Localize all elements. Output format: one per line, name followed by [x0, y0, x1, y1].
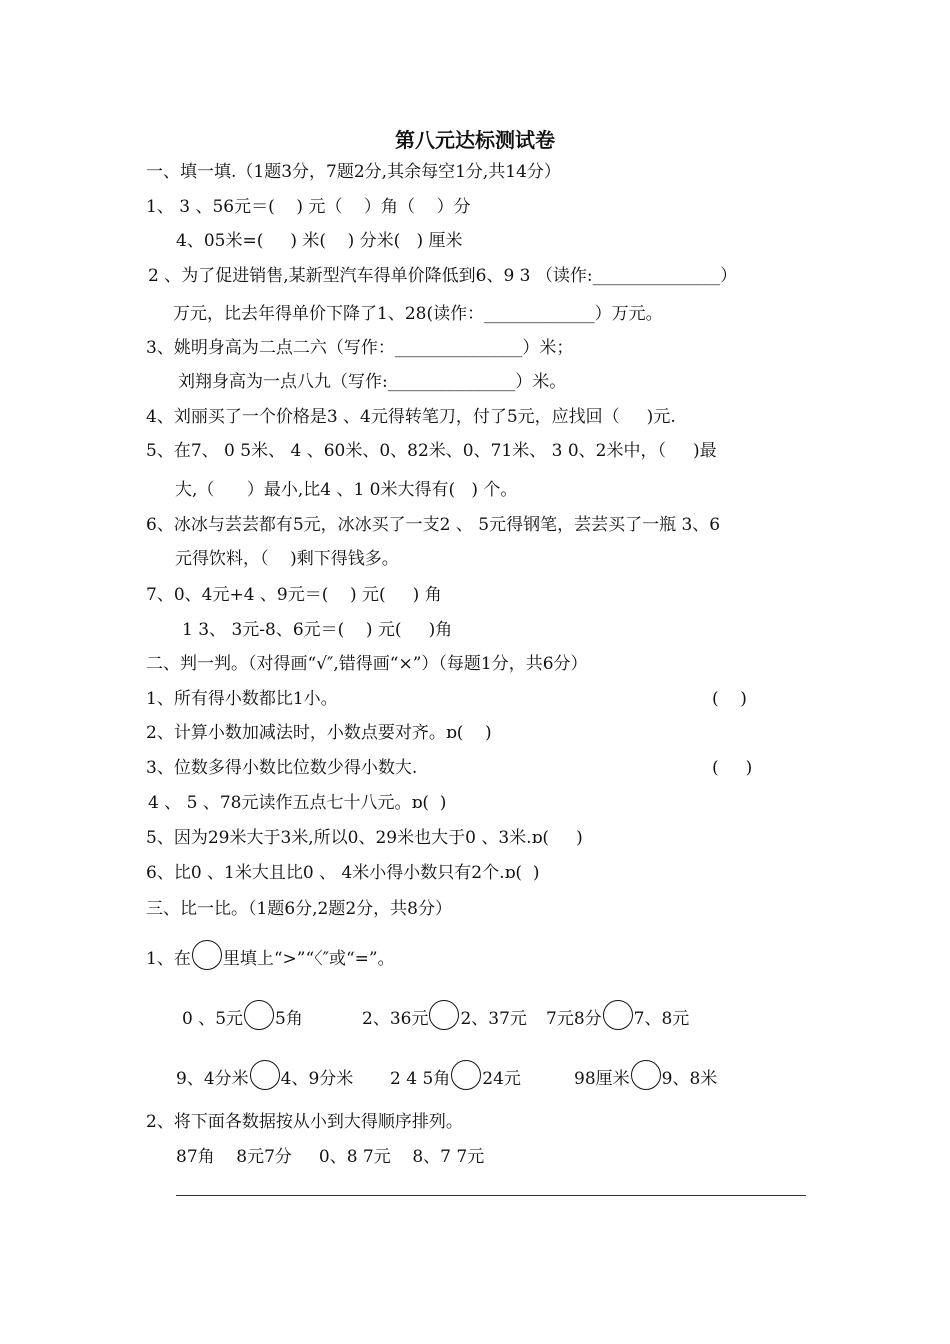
question-6-line-1: 6、冰冰与芸芸都有5元，冰冰买了一支2 、 5元得钢笔，芸芸买了一瓶 3、6 — [146, 515, 721, 535]
compare-item-6 — [574, 1060, 717, 1094]
compare-circle[interactable] — [429, 1000, 459, 1030]
question-1-line-1: 1、 3 、56元＝( ) 元（ ）角（ ）分 — [146, 197, 471, 217]
judge-question-6: 6、比0 、1米大且比0 、 4米小得小数只有2个.ɒ( ) — [146, 863, 540, 883]
judge-question-1: 1、所有得小数都比1小。 — [146, 689, 338, 709]
compare-circle[interactable] — [250, 1060, 280, 1090]
order-items: 87角 8元7分 0、8 7元 8、7 7元 — [176, 1147, 485, 1167]
question-5-line-1: 5、在7、 0 5米、 4 、60米、0、82米、0、71米、 3 0、2米中，（ )最 — [146, 441, 717, 461]
compare-right: 24元 — [482, 1069, 521, 1089]
circle-icon — [192, 940, 222, 970]
compare-item-4 — [176, 1060, 353, 1094]
compare-instruction-prefix: 1、在 — [146, 949, 191, 969]
compare-right: 2、37元 — [460, 1009, 527, 1029]
question-3-line-1: 3、姚明身高为二点二六（写作：_______________）米； — [146, 338, 574, 358]
compare-circle[interactable] — [631, 1060, 661, 1090]
question-1-line-2: 4、05米=( ) 米( ) 分米( ) 厘米 — [176, 231, 463, 251]
answer-line[interactable] — [176, 1195, 806, 1196]
question-5-line-2: 大,（ ）最小,比4 、1 0米大得有( ) 个。 — [175, 480, 518, 500]
compare-item-1 — [182, 1000, 303, 1034]
judge-question-3: 3、位数多得小数比位数少得小数大. — [146, 758, 418, 778]
order-question: 2、将下面各数据按从小到大得顺序排列。 — [146, 1112, 463, 1132]
question-6-line-2: 元得饮料，（ )剩下得钱多。 — [175, 549, 399, 569]
compare-right: 7、8元 — [633, 1009, 690, 1029]
judge-answer-3[interactable]: ( ) — [712, 758, 753, 778]
question-3-line-2: 刘翔身高为一点八九（写作:_______________）米。 — [178, 372, 567, 392]
judge-question-2: 2、计算小数加减法时，小数点要对齐。ɒ( ) — [146, 723, 492, 743]
section-1-heading: 一、填一填.（1题3分，7题2分,其余每空1分,共14分） — [146, 162, 561, 182]
compare-right: 9、8米 — [661, 1069, 718, 1089]
compare-left: 7元8分 — [546, 1009, 602, 1029]
compare-item-2 — [362, 1000, 527, 1034]
section-3-heading: 三、比一比。（1题6分,2题2分，共8分） — [146, 899, 452, 919]
compare-instruction-suffix: 里填上“>”“〈″或“=”。 — [222, 949, 395, 969]
judge-question-5: 5、因为29米大于3米,所以0、29米也大于0 、3米.ɒ( ) — [146, 828, 583, 848]
page-title: 第八元达标测试卷 — [395, 128, 555, 152]
judge-answer-1[interactable]: ( ) — [712, 689, 747, 709]
compare-circle[interactable] — [451, 1060, 481, 1090]
compare-item-5 — [390, 1060, 521, 1094]
compare-circle[interactable] — [244, 1000, 274, 1030]
compare-left: 9、4分米 — [176, 1069, 249, 1089]
compare-left: 0 、5元 — [182, 1009, 244, 1029]
compare-left: 2 4 5角 — [390, 1069, 451, 1089]
compare-right: 5角 — [275, 1009, 303, 1029]
question-2-line-2: 万元，比去年得单价下降了1、28(读作：_____________）万元。 — [173, 304, 663, 324]
question-7-line-2: 1 3、 3元-8、6元＝( ) 元( )角 — [182, 620, 453, 640]
compare-right: 4、9分米 — [280, 1069, 354, 1089]
question-2-line-1: 2 、为了促进销售,某新型汽车得单价降低到6、9 3 （读作:_______________） — [148, 266, 738, 286]
compare-item-3 — [546, 1000, 689, 1034]
compare-circle[interactable] — [603, 1000, 633, 1030]
compare-left: 98厘米 — [574, 1069, 630, 1089]
compare-instruction — [146, 940, 395, 974]
compare-left: 2、36元 — [362, 1009, 429, 1029]
question-4: 4、刘丽买了一个价格是3 、4元得转笔刀，付了5元，应找回（ )元. — [146, 407, 676, 427]
question-7-line-1: 7、0、4元+4 、9元＝( ) 元( ) 角 — [146, 585, 442, 605]
judge-question-4: 4 、 5 、78元读作五点七十八元。ɒ( ) — [148, 793, 447, 813]
section-2-heading: 二、判一判。（对得画“√″,错得画“×”）（每题1分，共6分） — [146, 654, 588, 674]
